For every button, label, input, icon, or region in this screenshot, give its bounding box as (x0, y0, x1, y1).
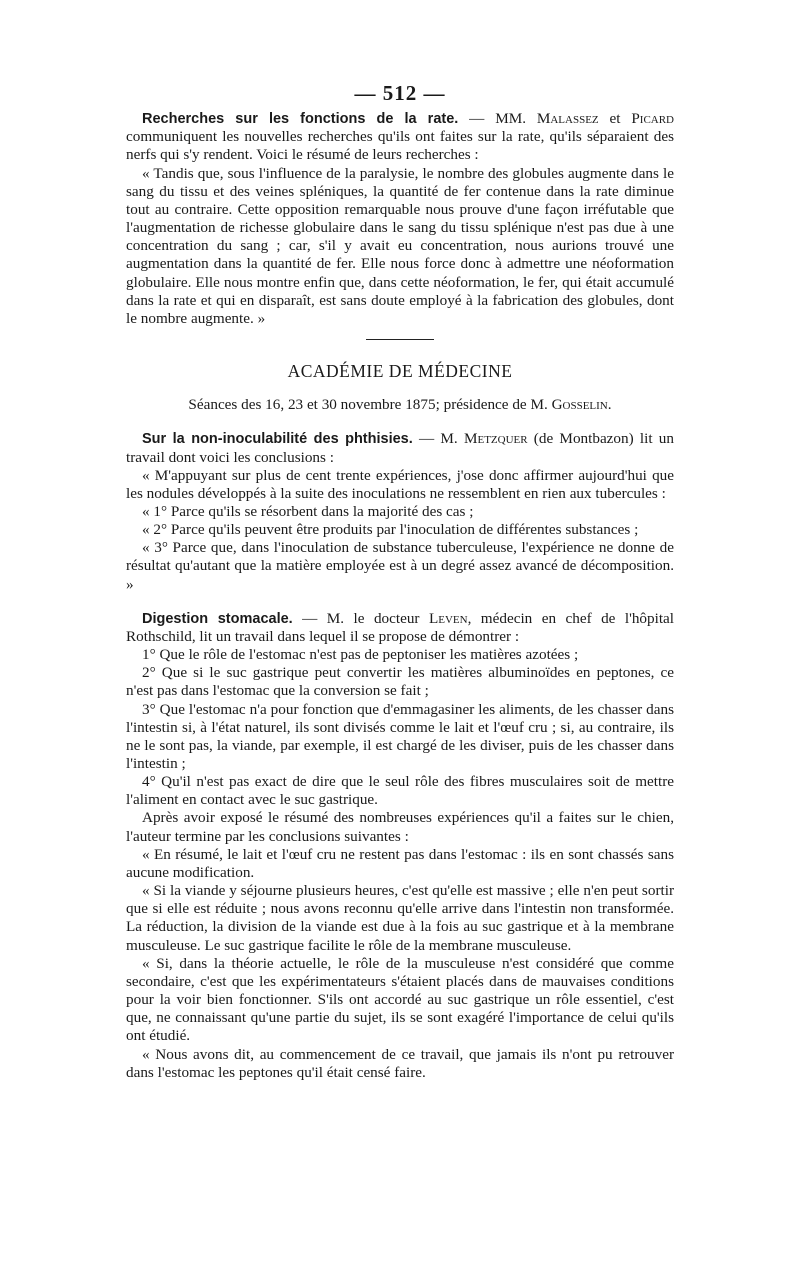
paragraph: « Nous avons dit, au commencement de ce travail, que jamais ils n'ont pu retrouver dans l'estomac les peptones qu'il était censé faire. (126, 1045, 674, 1081)
article-digestion-heading: Digestion stomacale. (142, 610, 293, 627)
paragraph: 4° Qu'il n'est pas exact de dire que le seul rôle des fibres musculaires soit de mettre l'aliment en contact avec le suc gastrique. (126, 773, 674, 809)
article-rate-heading: Recherches sur les fonctions de la rate. (142, 111, 459, 128)
page-number: — 512 — (354, 81, 446, 105)
paragraph: « 2° Parce qu'ils peuvent être produits par l'inoculation de différentes substances ; (142, 521, 639, 539)
author-metzquer: Metzquer (463, 430, 528, 448)
paragraph: 1° Que le rôle de l'estomac n'est pas de peptoniser les matières azotées ; (142, 646, 579, 664)
article-digestion-intro: Digestion stomacale. — M. le docteur Leven, médecin en chef de l'hôpital Rothschild, lit un travail dans lequel il se propose de démontrer : (126, 609, 674, 645)
academy-title: ACADÉMIE DE MÉDECINE (287, 361, 513, 382)
author-leven: Leven (428, 609, 468, 627)
article-phthisies-heading: Sur la non-inoculabilité des phthisies. (142, 431, 413, 448)
paragraph: 2° Que si le suc gastrique peut convertir les matières albuminoïdes en peptones, ce n'est pas dans l'estomac que la conversion se fait ; (126, 664, 674, 700)
author-malassez: Malassez (536, 110, 599, 128)
paragraph: « Si, dans la théorie actuelle, le rôle de la musculeuse n'est considéré que comme secondaire, c'est que les expérimentateurs s'étaient placés dans de mauvaises conditions pour la voir bien fonctionner. S'ils ont accordé au suc gastrique un rôle essentiel, c'est que, ne connaissant qu'une partie du sujet, ils se sont exagéré l'importance de celui qu'ils ont étudié. (126, 954, 674, 1045)
paragraph: « Si la viande y séjourne plusieurs heures, c'est qu'elle est massive ; elle n'en peut sortir que si elle est réduite ; nous avons reconnu qu'elle arrive dans l'intestin non transformée. La réduction, la division de la viande est due à la fois au suc gastrique et à la membrane musculeuse. Le suc gastrique facilite le rôle de la membrane musculeuse. (126, 882, 674, 954)
article-rate-intro: Recherches sur les fonctions de la rate. — MM. Malassez et Picard communiquent les nouvelles recherches qu'ils ont faites sur la rate, qu'ils séparaient des nerfs qui s'y rendent. Voici le résumé de leurs recherches : (126, 110, 674, 164)
article-phthisies-intro: Sur la non-inoculabilité des phthisies. — M. Metzquer (de Montbazon) lit un travail dont voici les conclusions : (126, 430, 674, 466)
academy-sessions: Séances des 16, 23 et 30 novembre 1875; présidence de M. Gosselin. (188, 396, 612, 414)
paragraph: « 1° Parce qu'ils se résorbent dans la majorité des cas ; (142, 502, 474, 520)
article-rate-quote: « Tandis que, sous l'influence de la paralysie, le nombre des globules augmente dans le sang du tissu et des veines spléniques, la quantité de fer contenue dans la rate diminue tout au contraire. Cette opposition remarquable nous prouve d'une façon irréfutable que l'augmentation de richesse globulaire dans le sang du tissu splénique n'est pas due à une concentration du sang ; car, s'il y avait eu concentration, nous aurions trouvé une augmentation dans la quantité de fer. Elle nous force donc à admettre une néoformation globulaire. Elle nous montre enfin que, dans cette néoformation, le fer, qui était accumulé dans la rate et qui en disparaît, est sans doute employé à la fabrication des globules, dont le nombre augmente. » (126, 164, 674, 327)
paragraph: Après avoir exposé le résumé des nombreuses expériences qu'il a faites sur le chien, l'auteur termine par les conclusions suivantes : (126, 809, 674, 845)
author-picard: Picard (631, 110, 674, 128)
paragraph: « En résumé, le lait et l'œuf cru ne restent pas dans l'estomac : ils en sont chassés sans aucune modification. (126, 845, 674, 881)
paragraph: « 3° Parce que, dans l'inoculation de substance tuberculeuse, l'expérience ne donne de résultat qu'autant que la matière employée est à un degré assez avancé de décomposition. » (126, 539, 674, 593)
paragraph: 3° Que l'estomac n'a pour fonction que d'emmagasiner les aliments, de les chasser dans l'intestin si, à l'état naturel, ils sont divisés comme le lait et l'œuf cru ; si, au contraire, ils ne le sont pas, la viande, par exemple, il est chargé de les diviser, puis de les chasser dans l'intestin ; (126, 700, 674, 772)
president-gosselin: Gosselin (551, 396, 608, 414)
section-divider (366, 339, 434, 340)
spacer (126, 594, 674, 610)
paragraph: « M'appuyant sur plus de cent trente expériences, j'ose donc affirmer aujourd'hui que les nodules développés à la suite des inoculations ne ressemblent en rien aux tubercules : (126, 466, 674, 502)
